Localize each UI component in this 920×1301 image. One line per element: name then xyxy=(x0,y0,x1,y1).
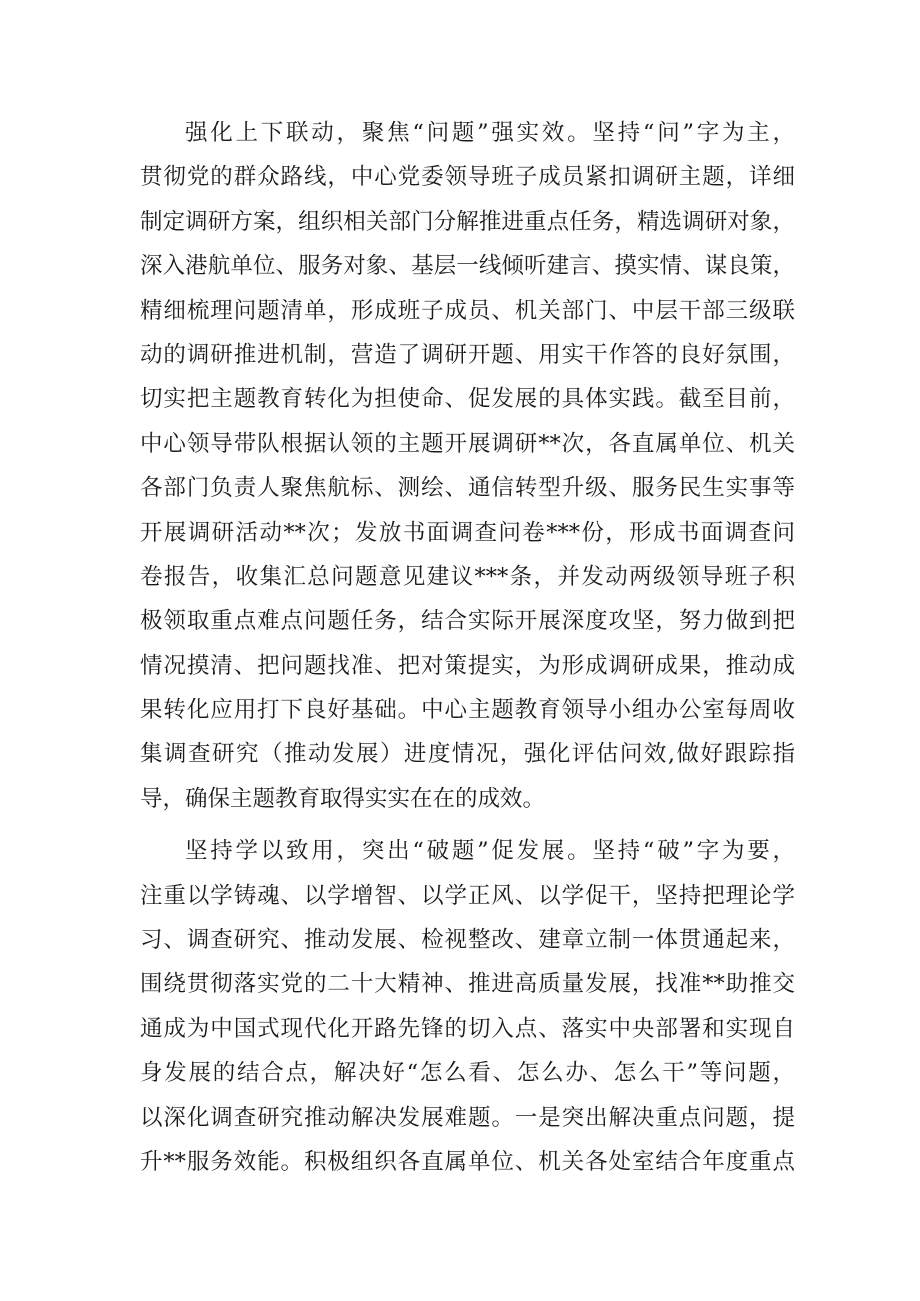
paragraph-line: 卷报告，收集汇总问题意见建议***条，并发动两级领导班子积 xyxy=(140,563,795,590)
paragraph-line: 中心领导带队根据认领的主题开展调研**次，各直属单位、机关 xyxy=(140,430,795,457)
paragraph-line: 情况摸清、把问题找准、把对策提实，为形成调研成果，推动成 xyxy=(140,652,795,679)
paragraph-line: 围绕贯彻落实党的二十大精神、推进高质量发展，找准**助推交 xyxy=(140,971,795,998)
paragraph-line: 果转化应用打下良好基础。中心主题教育领导小组办公室每周收 xyxy=(140,697,795,724)
paragraph-1 xyxy=(140,111,795,821)
paragraph-2 xyxy=(140,829,795,1184)
paragraph-line: 极领取重点难点问题任务，结合实际开展深度攻坚，努力做到把 xyxy=(140,608,795,635)
paragraph-line: 升**服务效能。积极组织各直属单位、机关各处室结合年度重点 xyxy=(140,1148,795,1175)
paragraph-line: 通成为中国式现代化开路先锋的切入点、落实中央部署和实现自 xyxy=(140,1015,795,1042)
paragraph-line: 坚持学以致用，突出“破题”促发展。坚持“破”字为要， xyxy=(185,838,795,865)
document-body xyxy=(140,111,795,1184)
paragraph-line: 注重以学铸魂、以学增智、以学正风、以学促干，坚持把理论学 xyxy=(140,882,795,909)
paragraph-line: 开展调研活动**次；发放书面调查问卷***份，形成书面调查问 xyxy=(140,519,795,546)
paragraph-line: 制定调研方案，组织相关部门分解推进重点任务，精选调研对象， xyxy=(140,208,795,235)
paragraph-line: 导，确保主题教育取得实实在在的成效。 xyxy=(140,785,546,812)
paragraph-line: 深入港航单位、服务对象、基层一线倾听建言、摸实情、谋良策， xyxy=(140,253,795,280)
paragraph-line: 贯彻党的群众路线，中心党委领导班子成员紧扣调研主题，详细 xyxy=(140,164,795,191)
paragraph-line: 习、调查研究、推动发展、检视整改、建章立制一体贯通起来， xyxy=(140,927,795,954)
paragraph-line: 各部门负责人聚焦航标、测绘、通信转型升级、服务民生实事等 xyxy=(140,475,795,502)
paragraph-line: 集调查研究（推动发展）进度情况，强化评估问效,做好跟踪指 xyxy=(140,741,795,768)
paragraph-line: 以深化调查研究推动解决发展难题。一是突出解决重点问题，提 xyxy=(140,1104,795,1131)
paragraph-line: 切实把主题教育转化为担使命、促发展的具体实践。截至目前， xyxy=(140,386,795,413)
paragraph-line: 身发展的结合点，解决好“怎么看、怎么办、怎么干”等问题， xyxy=(140,1060,795,1087)
paragraph-line: 强化上下联动，聚焦“问题”强实效。坚持“问”字为主， xyxy=(185,120,795,146)
paragraph-line: 精细梳理问题清单，形成班子成员、机关部门、中层干部三级联 xyxy=(140,297,795,324)
paragraph-line: 动的调研推进机制，营造了调研开题、用实干作答的良好氛围， xyxy=(140,341,795,368)
